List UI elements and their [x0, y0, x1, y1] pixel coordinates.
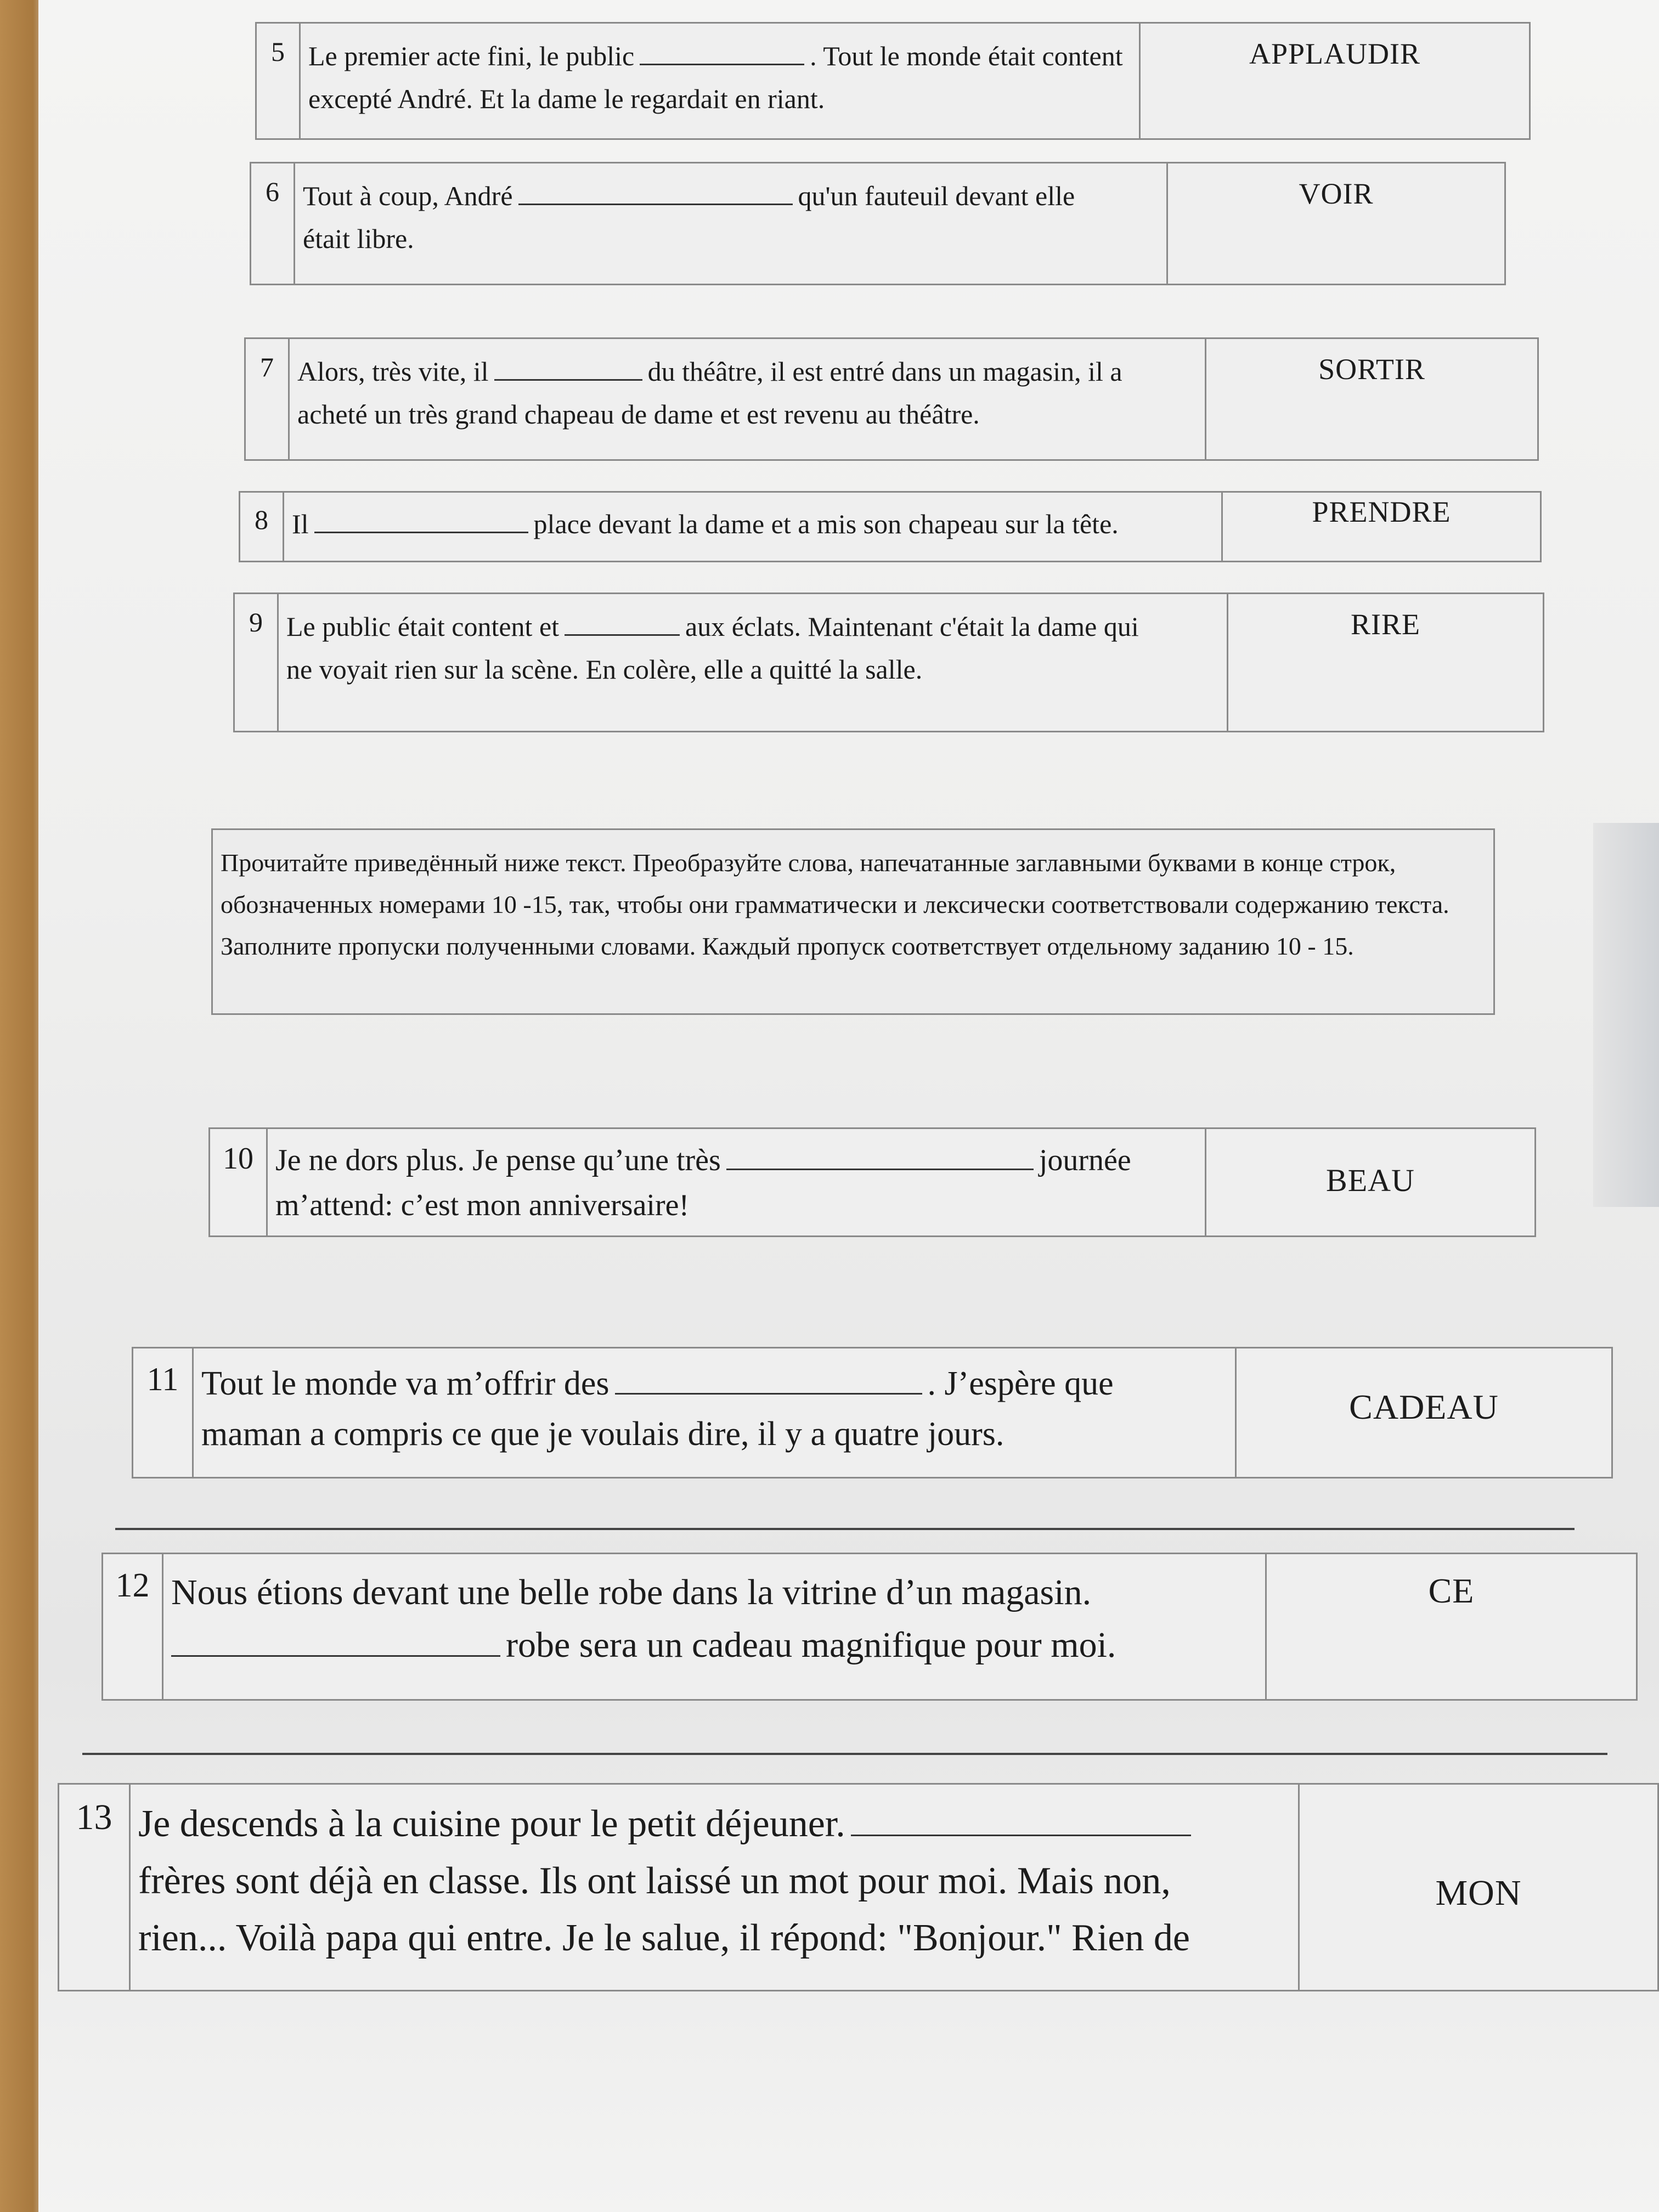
text-before: Je descends à la cuisine pour le petit déjeuner.	[138, 1803, 845, 1845]
task-text	[301, 24, 1141, 138]
answer-blank[interactable]	[494, 379, 642, 381]
text-after: . Tout le monde était content	[810, 41, 1123, 71]
keyword: RIRE	[1350, 608, 1420, 641]
task-number: 8	[240, 493, 284, 561]
task-5	[255, 22, 1531, 140]
keyword: MON	[1435, 1873, 1522, 1913]
task-number: 6	[251, 163, 295, 284]
answer-blank[interactable]	[171, 1655, 500, 1657]
instruction-box	[211, 828, 1495, 1015]
task-7	[244, 337, 1539, 461]
answer-blank[interactable]	[518, 203, 793, 205]
text-after: . J’espère que	[927, 1365, 1114, 1402]
text-line2: ne voyait rien sur la scène. En colère, elle a quitté la salle.	[286, 654, 923, 685]
text-line2: était libre.	[303, 223, 414, 254]
task-number: 13	[59, 1785, 131, 1990]
text-after: aux éclats. Maintenant c'était la dame qui	[685, 611, 1139, 642]
text-line2: frères sont déjà en classe. Ils ont laissé un mot pour moi. Mais non,	[138, 1860, 1171, 1902]
text-before: Le premier acte fini, le public	[308, 41, 635, 71]
task-11	[132, 1347, 1613, 1479]
answer-blank[interactable]	[565, 634, 680, 636]
task-text	[284, 493, 1223, 561]
text-before: Je ne dors plus. Je pense qu’une très	[275, 1143, 721, 1177]
task-number: 7	[246, 339, 290, 459]
task-text	[194, 1348, 1237, 1477]
task-text	[290, 339, 1206, 459]
task-text	[295, 163, 1168, 284]
task-9	[233, 592, 1544, 732]
text-line3: rien... Voilà papa qui entre. Je le salue, il répond: "Bonjour." Rien de	[138, 1917, 1190, 1959]
keyword: PRENDRE	[1312, 495, 1451, 528]
keyword: APPLAUDIR	[1249, 37, 1421, 70]
task-text	[279, 594, 1228, 731]
keyword: CE	[1428, 1571, 1475, 1610]
task-number: 5	[257, 24, 301, 138]
answer-blank[interactable]	[640, 63, 804, 65]
text-after: place devant la dame et a mis son chapeau sur la tête.	[533, 509, 1119, 539]
instruction-text: Прочитайте приведённый ниже текст. Преобразуйте слова, напечатанные заглавными буквами в конце строк, обозначенных номерами 10 -15, так, чтобы они грамматически и лексически соответствовали содержанию текста. Заполните пропуски полученными словами. Каждый пропуск соответствует отдельному заданию 10 - 15.	[221, 849, 1449, 960]
task-number: 10	[210, 1129, 268, 1235]
task-13	[58, 1783, 1659, 1991]
text-before: Tout à coup, André	[303, 180, 513, 211]
text-line2: excepté André. Et la dame le regardait en riant.	[308, 83, 825, 114]
keyword: VOIR	[1299, 177, 1374, 210]
task-text	[268, 1129, 1206, 1235]
text-before: Alors, très vite, il	[297, 356, 489, 387]
text-before: Il	[292, 509, 309, 539]
answer-blank[interactable]	[851, 1834, 1191, 1836]
task-10	[208, 1127, 1536, 1237]
text-before: Nous étions devant une belle robe dans la vitrine d’un magasin.	[171, 1572, 1092, 1612]
text-before: Tout le monde va m’offrir des	[201, 1365, 610, 1402]
text-line2: m’attend: c’est mon anniversaire!	[275, 1188, 690, 1222]
text-after: journée	[1039, 1143, 1131, 1177]
task-text	[131, 1785, 1300, 1990]
text-before: Le public était content et	[286, 611, 560, 642]
answer-blank[interactable]	[615, 1392, 922, 1395]
text-line2: maman a compris ce que je voulais dire, il y a quatre jours.	[201, 1415, 1005, 1453]
text-line2: robe sera un cadeau magnifique pour moi.	[506, 1625, 1116, 1665]
task-number: 11	[133, 1348, 194, 1477]
desk-background	[1593, 823, 1659, 1207]
keyword: CADEAU	[1349, 1387, 1499, 1426]
separator-line	[115, 1528, 1575, 1530]
task-text	[163, 1554, 1267, 1699]
answer-blank[interactable]	[726, 1168, 1034, 1170]
task-number: 12	[103, 1554, 163, 1699]
text-after: du théâtre, il est entré dans un magasin, il a	[647, 356, 1122, 387]
keyword: SORTIR	[1318, 353, 1425, 386]
separator-line	[82, 1753, 1607, 1755]
answer-blank[interactable]	[314, 531, 528, 533]
task-12	[101, 1553, 1638, 1701]
task-6	[250, 162, 1506, 285]
task-8	[239, 491, 1542, 562]
keyword: BEAU	[1326, 1163, 1415, 1198]
task-number: 9	[235, 594, 279, 731]
text-after: qu'un fauteuil devant elle	[798, 180, 1075, 211]
text-line2: acheté un très grand chapeau de dame et est revenu au théâtre.	[297, 399, 980, 430]
